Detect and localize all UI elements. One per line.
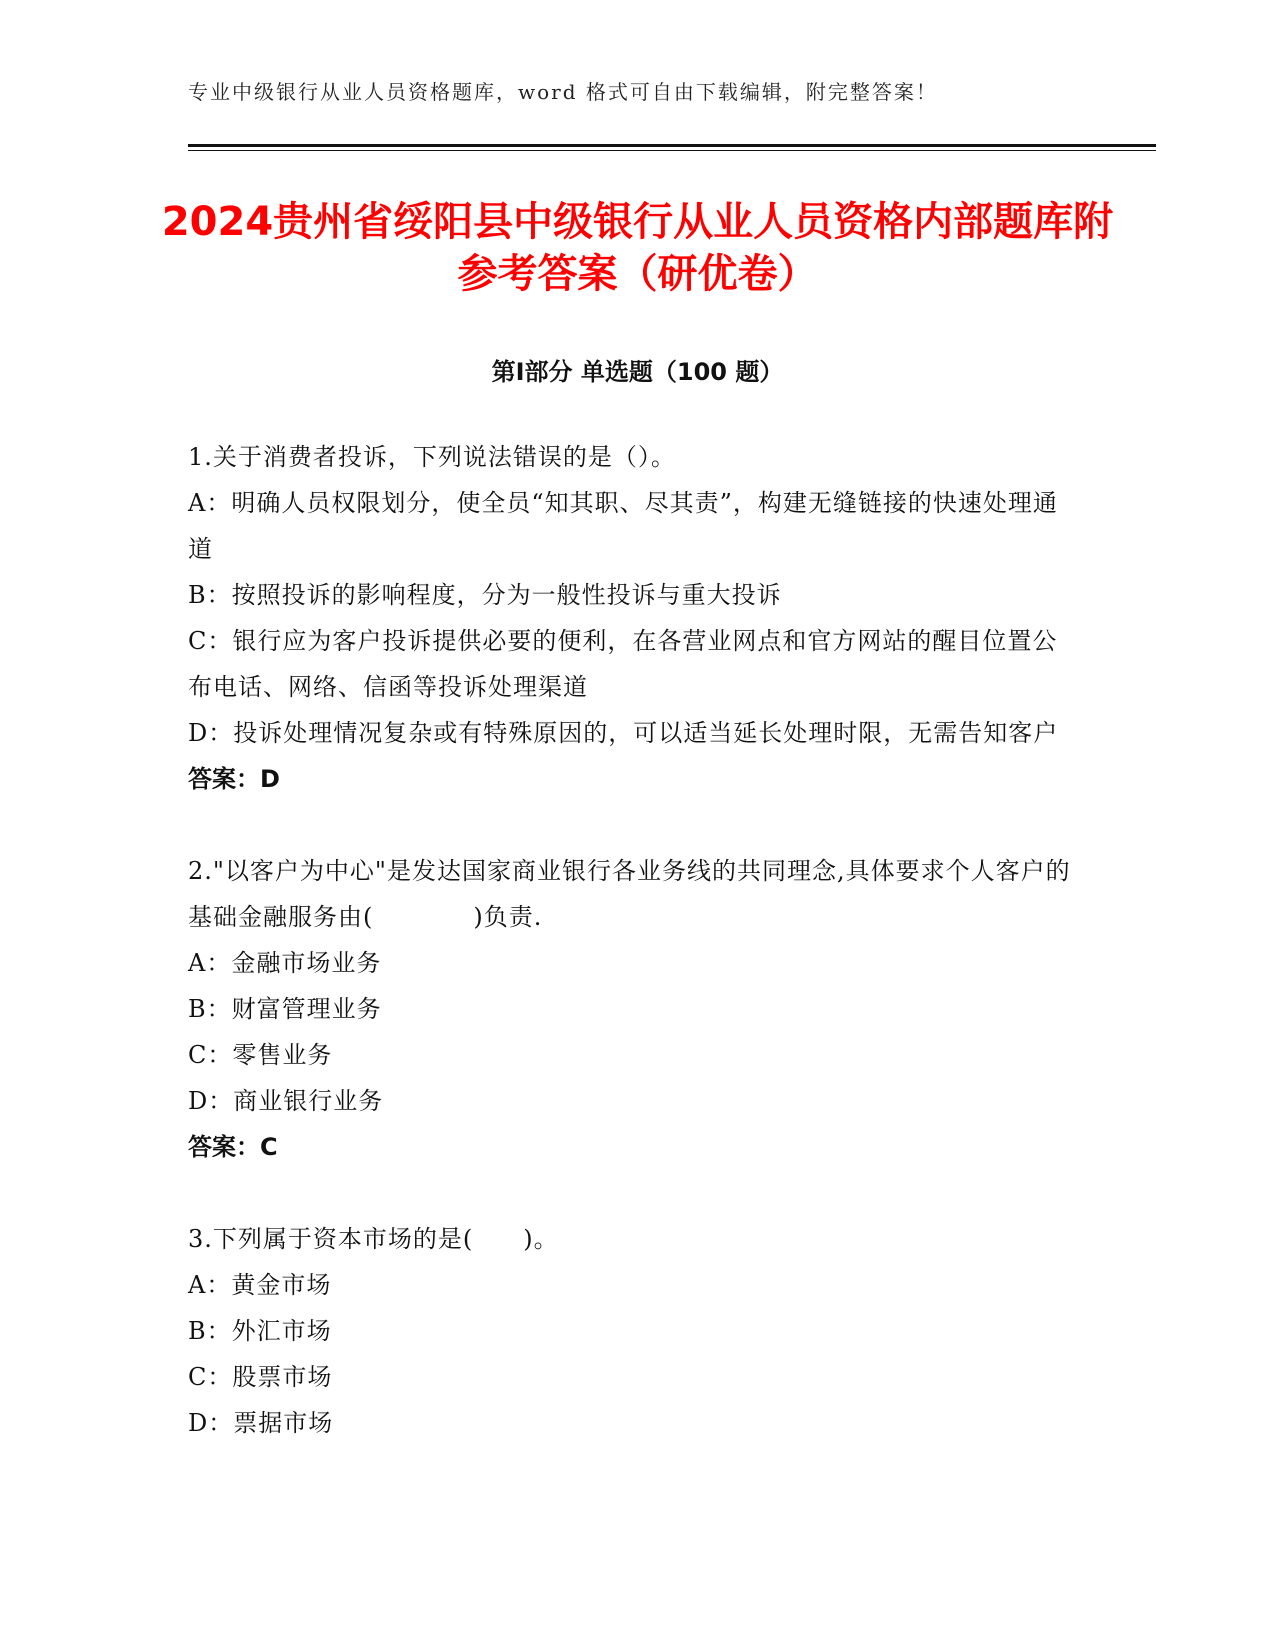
header-note: 专业中级银行从业人员资格题库，word 格式可自由下载编辑，附完整答案！ (188, 80, 938, 104)
question-option-b: B：财富管理业务 (188, 995, 382, 1023)
header-rule-thick (188, 144, 1156, 147)
question-stem: 2."以客户为中心"是发达国家商业银行各业务线的共同理念,具体要求个人客户的基础金融服务由( )负责. (188, 857, 1071, 931)
question-option-d: D：票据市场 (188, 1409, 334, 1437)
question-option-a: A：明确人员权限划分，使全员“知其职、尽其责”，构建无缝链接的快速处理通道 (188, 489, 1058, 563)
question-answer: 答案：C (188, 1133, 278, 1161)
question-3 (188, 1216, 1078, 1446)
question-answer: 答案：D (188, 765, 280, 793)
question-stem: 1.关于消费者投诉，下列说法错误的是（）。 (188, 443, 676, 471)
question-1 (188, 434, 1078, 802)
question-list (188, 434, 1078, 1492)
question-option-b: B：按照投诉的影响程度，分为一般性投诉与重大投诉 (188, 581, 782, 609)
question-option-b: B：外汇市场 (188, 1317, 332, 1345)
question-option-a: A：黄金市场 (188, 1271, 332, 1299)
section-title: 第Ⅰ部分 单选题（100 题） (491, 358, 784, 386)
question-option-c: C：股票市场 (188, 1363, 333, 1391)
header-rule-thin (188, 150, 1156, 151)
question-stem: 3.下列属于资本市场的是( )。 (188, 1225, 559, 1253)
question-option-d: D：商业银行业务 (188, 1087, 384, 1115)
document-title: 2024贵州省绥阳县中级银行从业人员资格内部题库附参考答案（研优卷） (161, 199, 1114, 297)
question-option-c: C：零售业务 (188, 1041, 333, 1069)
question-option-c: C：银行应为客户投诉提供必要的便利，在各营业网点和官方网站的醒目位置公布电话、网络、信函等投诉处理渠道 (188, 627, 1058, 701)
question-option-a: A：金融市场业务 (188, 949, 382, 977)
question-2 (188, 848, 1078, 1170)
question-option-d: D：投诉处理情况复杂或有特殊原因的，可以适当延长处理时限，无需告知客户 (188, 719, 1059, 747)
